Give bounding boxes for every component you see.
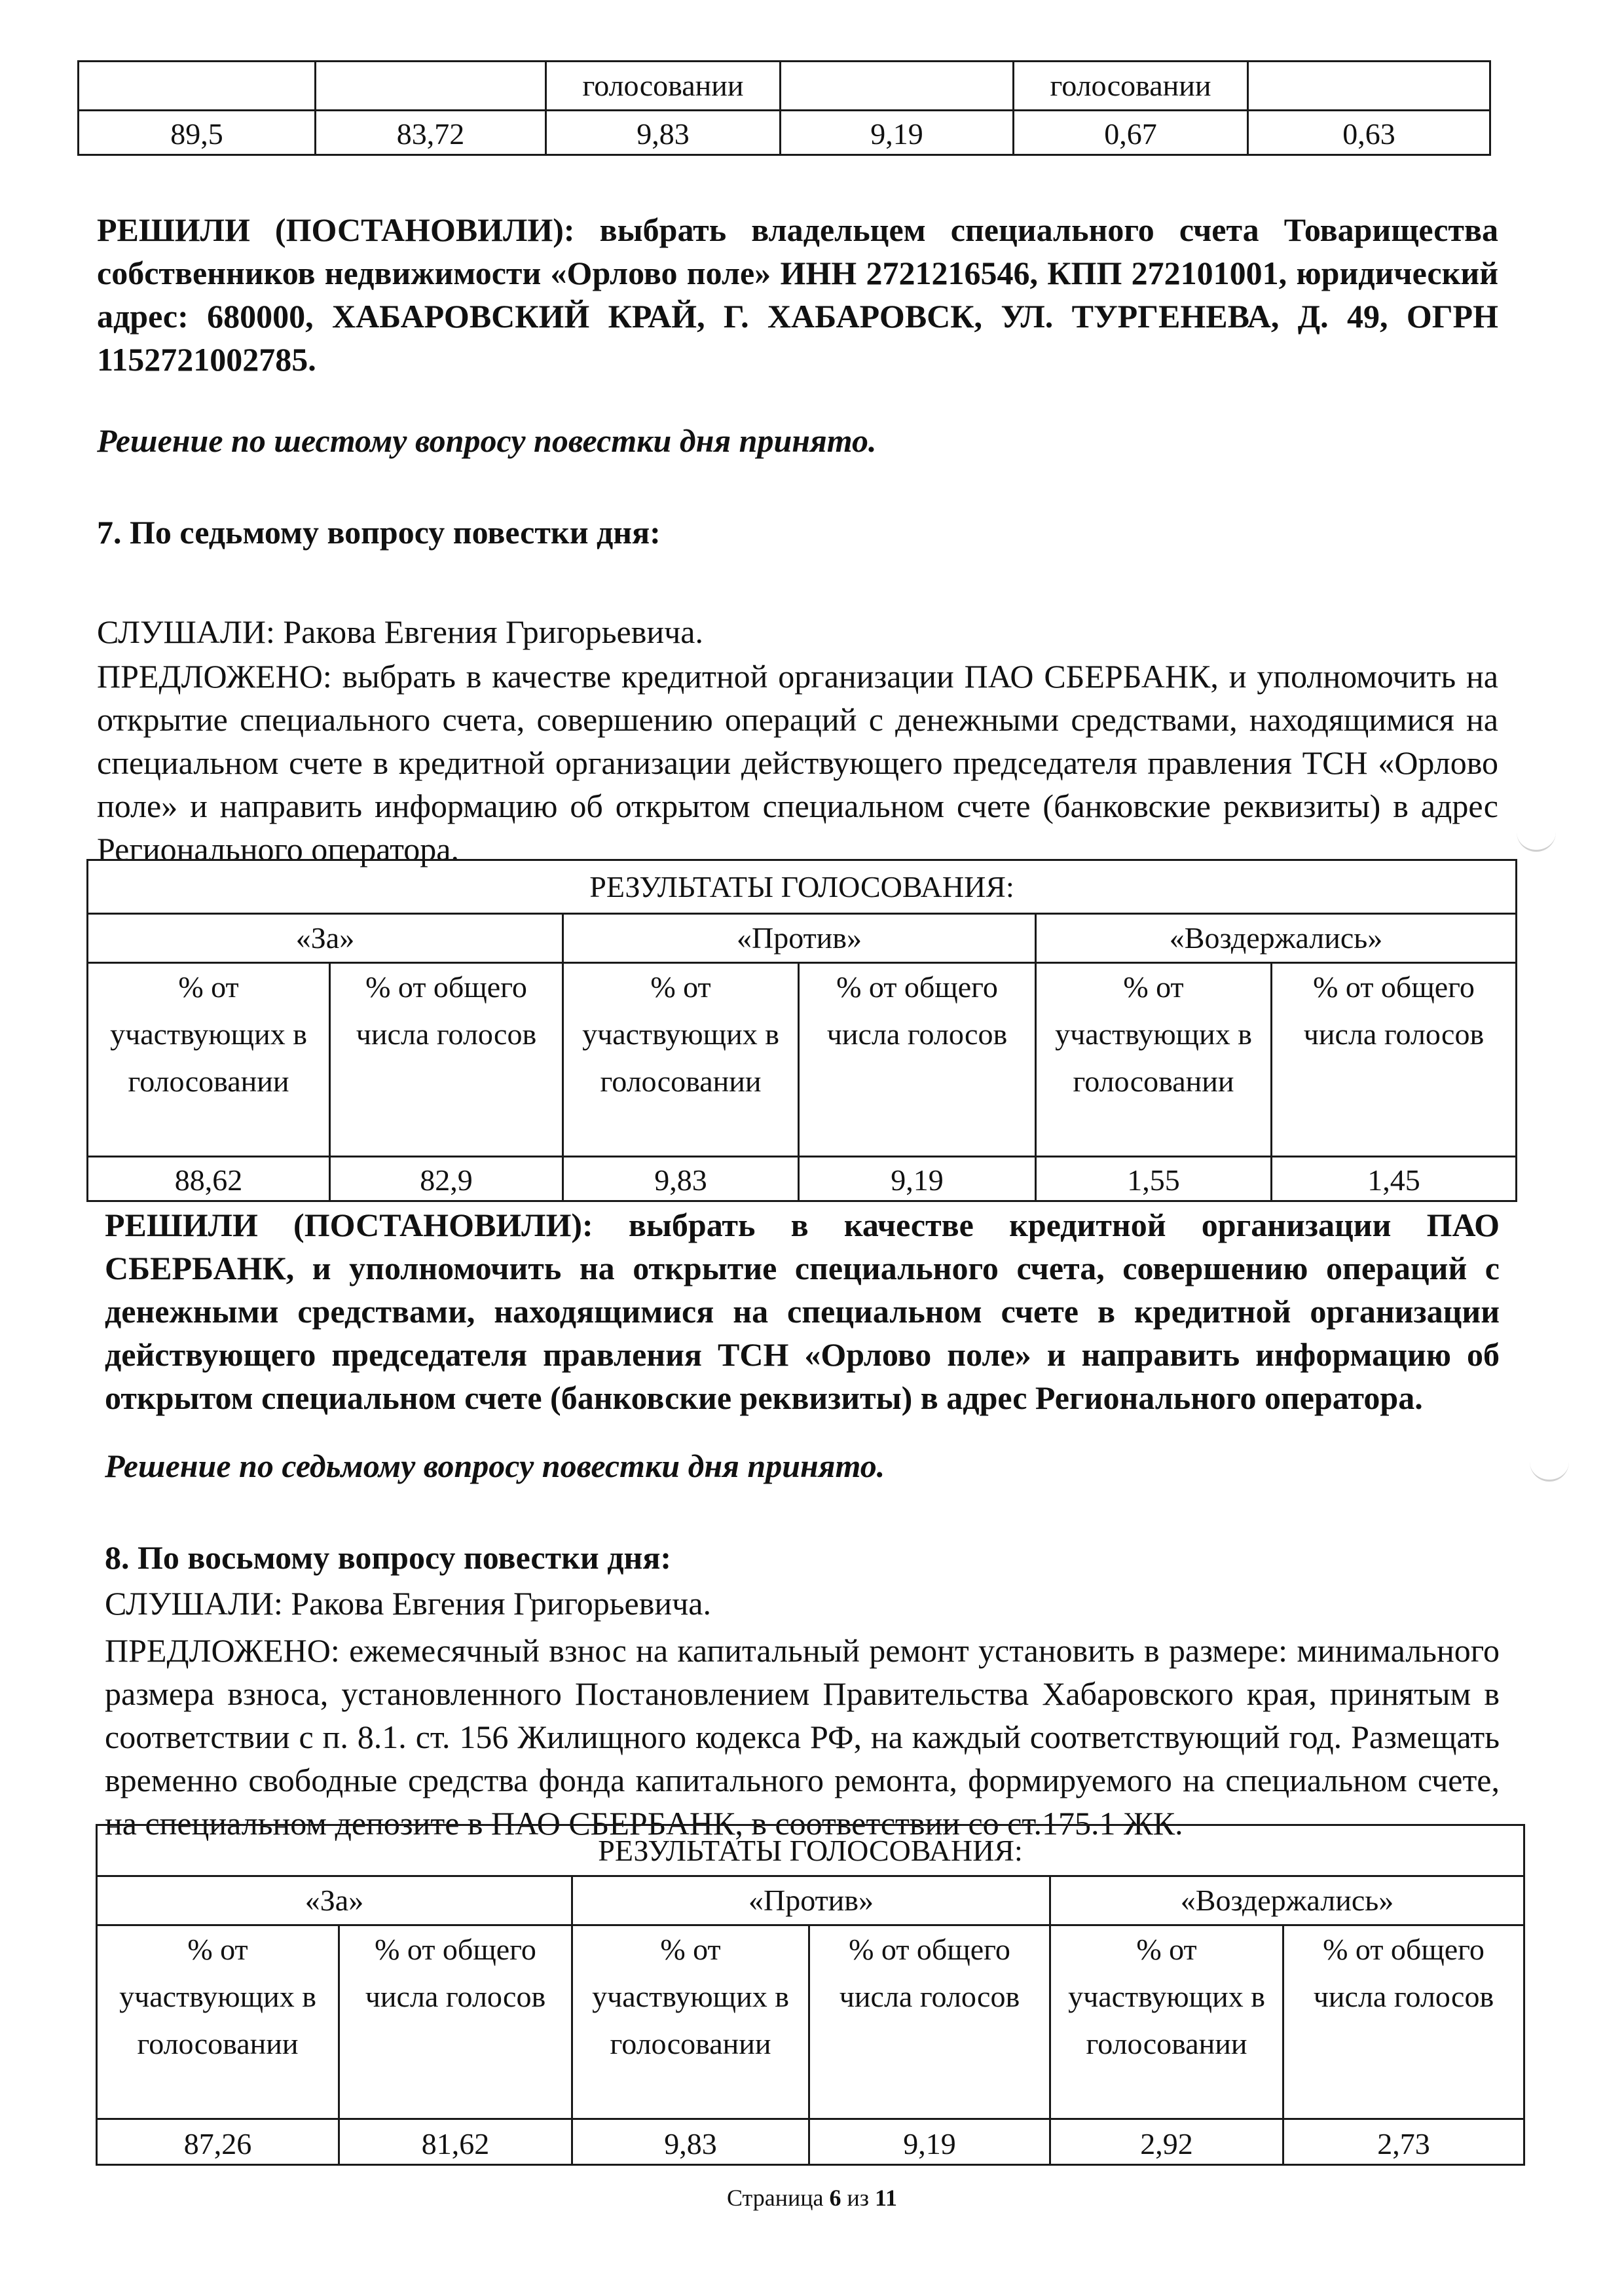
results-value: 1,55	[1036, 1157, 1272, 1201]
top-table-value: 0,67	[1014, 111, 1248, 155]
section7-decision: РЕШИЛИ (ПОСТАНОВИЛИ): выбрать в качестве кредитной организации ПАО СБЕРБАНК, и уполномочить на открытие специального счета, совершению операций с денежными средствами, находящимися на специальном счете в кредитной организации действующего председателя правления ТСН «Орлово поле» и направить информацию об открытом специальном счете (банковские реквизиты) в адрес Регионального оператора.	[105, 1207, 1500, 1416]
top-table-header-cell	[79, 62, 316, 111]
results-group-abstained: «Воздержались»	[1036, 914, 1517, 963]
results-value: 9,83	[572, 2119, 809, 2165]
results-value: 2,92	[1050, 2119, 1283, 2165]
top-table-value: 9,19	[781, 111, 1014, 155]
results-subheader: % от общего числа голосов	[1272, 963, 1517, 1157]
results-subheader: % от общего числа голосов	[1283, 1925, 1524, 2119]
results-value: 1,45	[1272, 1157, 1517, 1201]
section8-heading: 8. По восьмому вопросу повестки дня:	[105, 1539, 672, 1576]
section7-heading: 7. По седьмому вопросу повестки дня:	[97, 514, 661, 551]
results-title: РЕЗУЛЬТАТЫ ГОЛОСОВАНИЯ:	[97, 1825, 1524, 1876]
results-subheader: % от участвующих в голосовании	[563, 963, 799, 1157]
results-subheader: % от участвующих в голосовании	[97, 1925, 339, 2119]
section8-heard: СЛУШАЛИ: Ракова Евгения Григорьевича.	[105, 1585, 711, 1622]
top-table-header-cell: голосовании	[1014, 62, 1248, 111]
scan-mark	[1530, 1456, 1569, 1482]
footer-total-pages: 11	[874, 2185, 897, 2211]
section8-proposed: ПРЕДЛОЖЕНО: ежемесячный взнос на капитальный ремонт установить в размере: минимального размера взноса, установленного Постановлением Правительства Хабаровского края, принятым в соответствии с п. 8.1. ст. 156 Жилищного кодекса РФ, на каждый соответствующий год. Размещать временно свободные средства фонда капитального ремонта, формируемого на специальном счете, на специальном депозите в ПАО СБЕРБАНК, в соответствии со ст.175.1 ЖК.	[105, 1632, 1500, 1842]
footer-middle: из	[841, 2185, 875, 2211]
results-subheader: % от общего числа голосов	[809, 1925, 1050, 2119]
results-title: РЕЗУЛЬТАТЫ ГОЛОСОВАНИЯ:	[88, 860, 1517, 914]
section6-decision: РЕШИЛИ (ПОСТАНОВИЛИ): выбрать владельцем специального счета Товарищества собственников недвижимости «Орлово поле» ИНН 2721216546, КПП 272101001, юридический адрес: 680000, ХАБАРОВСКИЙ КРАЙ, Г. ХАБАРОВСК, УЛ. ТУРГЕНЕВА, Д. 49, ОГРН 1152721002785.	[97, 211, 1498, 378]
top-table-header-cell	[1248, 62, 1490, 111]
results-group-for: «За»	[97, 1876, 572, 1925]
footer-prefix: Страница	[727, 2185, 830, 2211]
section7-results-table	[86, 859, 1517, 1202]
top-vote-table	[77, 60, 1491, 156]
section7-heard: СЛУШАЛИ: Ракова Евгения Григорьевича.	[97, 613, 703, 650]
results-group-against: «Против»	[563, 914, 1036, 963]
top-table-value: 83,72	[316, 111, 546, 155]
section6-accepted: Решение по шестому вопросу повестки дня принято.	[97, 422, 877, 459]
top-table-header-cell	[781, 62, 1014, 111]
results-value: 82,9	[330, 1157, 563, 1201]
section7-proposed: ПРЕДЛОЖЕНО: выбрать в качестве кредитной организации ПАО СБЕРБАНК, и уполномочить на открытие специального счета, совершению операций с денежными средствами, находящимися на специальном счете в кредитной организации действующего председателя правления ТСН «Орлово поле» и направить информацию об открытом специальном счете (банковские реквизиты) в адрес Регионального оператора.	[97, 658, 1498, 867]
top-table-value: 89,5	[79, 111, 316, 155]
results-value: 9,19	[809, 2119, 1050, 2165]
results-subheader: % от участвующих в голосовании	[1036, 963, 1272, 1157]
results-group-for: «За»	[88, 914, 563, 963]
top-table-value: 0,63	[1248, 111, 1490, 155]
results-value: 81,62	[339, 2119, 572, 2165]
results-group-abstained: «Воздержались»	[1050, 1876, 1524, 1925]
results-subheader: % от общего числа голосов	[330, 963, 563, 1157]
section7-accepted: Решение по седьмому вопросу повестки дня принято.	[105, 1448, 885, 1484]
results-subheader: % от участвующих в голосовании	[88, 963, 330, 1157]
results-value: 87,26	[97, 2119, 339, 2165]
results-group-against: «Против»	[572, 1876, 1050, 1925]
scan-mark	[1517, 826, 1556, 852]
results-subheader: % от общего числа голосов	[799, 963, 1036, 1157]
top-table-header-cell	[316, 62, 546, 111]
results-value: 9,19	[799, 1157, 1036, 1201]
results-subheader: % от участвующих в голосовании	[572, 1925, 809, 2119]
results-subheader: % от общего числа голосов	[339, 1925, 572, 2119]
results-value: 88,62	[88, 1157, 330, 1201]
results-subheader: % от участвующих в голосовании	[1050, 1925, 1283, 2119]
results-value: 9,83	[563, 1157, 799, 1201]
top-table-value: 9,83	[546, 111, 781, 155]
section8-results-table	[96, 1824, 1525, 2166]
results-value: 2,73	[1283, 2119, 1524, 2165]
footer-page-number: 6	[829, 2185, 841, 2211]
top-table-header-cell: голосовании	[546, 62, 781, 111]
page-footer	[0, 2184, 1624, 2212]
